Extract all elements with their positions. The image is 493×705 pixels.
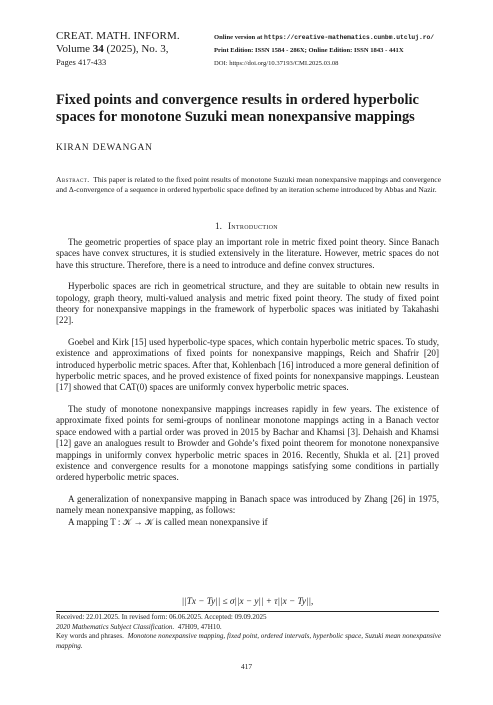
msc-label: 2020 Mathematics Subject Classification.: [56, 622, 175, 631]
title-line-2: spaces for monotone Suzuki mean nonexpansive mappings: [56, 109, 415, 125]
paper-title: [56, 92, 446, 126]
footnote-divider: [56, 611, 439, 612]
online-url-link[interactable]: https://creative-mathematics.cunbm.utcluj.ro/: [264, 34, 435, 41]
keywords-label: Key words and phrases.: [56, 632, 124, 641]
volume-prefix: Volume: [56, 43, 93, 55]
journal-name: CREAT. MATH. INFORM.: [56, 30, 180, 42]
section-title: Introduction: [227, 221, 278, 231]
mapping-definition: A mapping T : 𝒦 → 𝒦 is called mean nonexpansive if: [68, 516, 268, 527]
author-name: KIRAN DEWANGAN: [56, 143, 153, 153]
abstract-text: This paper is related to the fixed point results of monotone Suzuki mean nonexpansive mappings and convergence and Δ-convergence of a sequence in ordered hyperbolic space defined by an iteration scheme introduced by Abbas and Nazir.: [56, 175, 441, 194]
section-number: 1.: [215, 221, 222, 231]
paragraph-1: The geometric properties of space play an important role in metric fixed point theory. Since Banach spaces have convex structures, it is studied extensively in the literature. However, metric spaces do not have this structure. Therefore, there is a need to introduce and define convex structures.: [56, 237, 439, 270]
issn-line: Print Edition: ISSN 1584 - 286X; Online Edition: ISSN 1843 - 441X: [214, 47, 404, 54]
paragraph-5: A generalization of nonexpansive mapping in Banach space was introduced by Zhang [26] in 1975, namely mean nonexpansive mapping, as follows:: [56, 493, 439, 516]
section-heading: [0, 221, 493, 231]
volume-info: [56, 43, 216, 56]
keywords-value: Monotone nonexpansive mapping, fixed point, ordered intervals, hyperbolic space, Suzuki mean nonexpansive mapping.: [56, 632, 442, 650]
doi-link[interactable]: DOI: https://doi.org/10.37193/CMI.2025.03.08: [214, 60, 339, 67]
volume-rest: (2025), No. 3,: [103, 43, 169, 55]
page-number: 417: [240, 662, 253, 671]
volume-number: 34: [92, 43, 104, 55]
paragraph-3: Goebel and Kirk [15] used hyperbolic-type spaces, which contain hyperbolic metric spaces. To study, existence and approximations of fixed points for nonexpansive mappings, Reich and Shafrir [20] introduced hyperbolic metric spaces. After that, Kohlenbach [16] introduced a more general definition of hyperbolic metric spaces, and he proved existence of fixed points for nonexpansive mappings. Leustean [17] showed that CAT(0) spaces are uniformly convex hyperbolic metric spaces.: [56, 336, 439, 393]
footnotes: [56, 613, 441, 651]
abstract: [56, 175, 441, 195]
journal-header-right: [214, 31, 464, 70]
mean-nonexpansive-formula: ||Tx − Ty|| ≤ σ||x − y|| + τ||x − Ty||,: [181, 596, 314, 606]
received-dates: Received: 22.01.2025. In revised form: 06.06.2025. Accepted: 09.09.2025: [56, 613, 267, 621]
title-line-1: Fixed points and convergence results in ordered hyperbolic: [56, 92, 419, 108]
msc-classification: [56, 623, 441, 633]
online-prefix: Online version at: [214, 34, 265, 41]
abstract-label: Abstract.: [56, 175, 90, 184]
journal-header-left: [56, 30, 216, 68]
paragraph-4: The study of monotone nonexpansive mappings increases rapidly in few years. The existence of approximate fixed points for semi-groups of nonlinear monotone mappings acting in a Banach vector space endowed with a partial order was proved in 2015 by Bachar and Khamsi [3]. Dehaish and Khamsi [12] gave an analogues result to Browder and Gohde’s fixed point theorem for monotone nonexpansive mappings in uniformly convex hyperbolic metric spaces in 2016. Recently, Shukla et al. [21] proved existence and convergence results for a monotone mappings satisfying some conditions in partially ordered hyperbolic metric spaces.: [56, 403, 439, 483]
online-version: [214, 31, 464, 44]
page-range: Pages 417-433: [56, 57, 107, 67]
keywords: [56, 632, 441, 651]
paragraph-2: Hyperbolic spaces are rich in geometrical structure, and they are suitable to obtain new results in topology, graph theory, multi-valued analysis and metric fixed point theory. The study of fixed point theory for nonexpansive mappings in the framework of hyperbolic spaces was initiated by Takahashi [22].: [56, 281, 439, 326]
body-text: [56, 237, 439, 538]
msc-value: 47H09, 47H10.: [177, 622, 222, 631]
